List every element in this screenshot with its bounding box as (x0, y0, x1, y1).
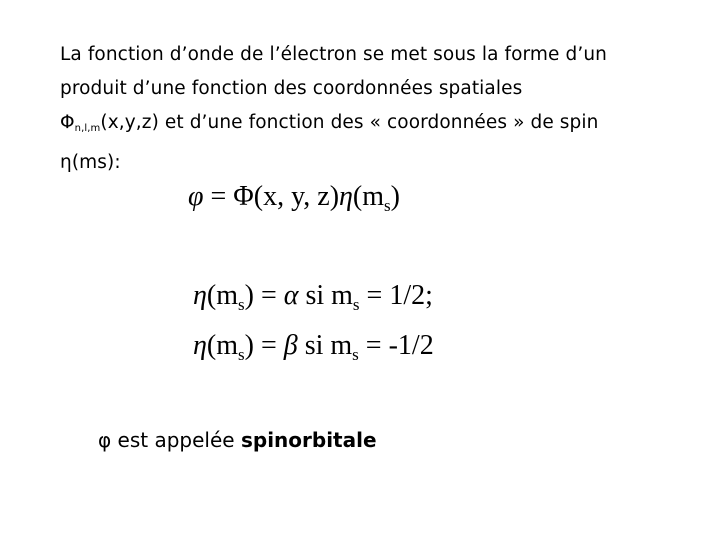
wavefunction-equation (188, 181, 400, 216)
eta-arg-open: (m (206, 330, 238, 361)
equals-sign: = (253, 280, 284, 311)
intro-line-4: η(ms): (60, 152, 121, 173)
eta-arg-open: (m (352, 181, 385, 212)
condition-sub: s (352, 295, 360, 314)
intro-line-3-text: (x,y,z) et d’une fonction des « coordonnées » de spin (100, 112, 599, 133)
quantum-numbers-subscript: n,l,m (74, 123, 101, 134)
eta-arg-close: ) (244, 330, 254, 361)
eta-arg-close: ) (390, 181, 400, 212)
condition-text: si m (297, 330, 353, 361)
conclusion-line (98, 428, 377, 452)
phi-symbol: φ (98, 428, 112, 452)
eta-symbol: η (193, 330, 207, 361)
spin-beta-equation (193, 330, 434, 365)
eta-symbol: η (193, 280, 207, 311)
eta-arg-sub: s (238, 345, 245, 364)
intro-line-3 (60, 106, 680, 146)
spinorbitale-term: spinorbitale (240, 428, 377, 452)
condition-sub: s (352, 345, 359, 364)
phi-symbol: Φ (60, 112, 75, 133)
spin-alpha-equation (193, 280, 433, 315)
intro-paragraph (60, 38, 680, 180)
phi-lhs: φ (188, 181, 204, 212)
eta-arg-sub: s (238, 295, 245, 314)
eta-arg-open: (m (206, 280, 238, 311)
eta-arg-sub: s (384, 196, 391, 215)
conclusion-text: est appelée (111, 428, 241, 452)
intro-line-1: La fonction d’onde de l’électron se met sous la forme d’un (60, 44, 607, 65)
alpha-symbol: α (283, 280, 299, 311)
intro-line-2: produit d’une fonction des coordonnées spatiales (60, 78, 523, 99)
equals-sign: = (253, 330, 284, 361)
eta-arg-close: ) (244, 280, 254, 311)
beta-symbol: β (283, 330, 298, 361)
phi-rhs: = Φ(x, y, z) (203, 181, 340, 212)
condition-value: = -1/2 (358, 330, 434, 361)
eta-symbol: η (339, 181, 353, 212)
condition-text: si m (298, 280, 353, 311)
condition-value: = 1/2; (359, 280, 433, 311)
